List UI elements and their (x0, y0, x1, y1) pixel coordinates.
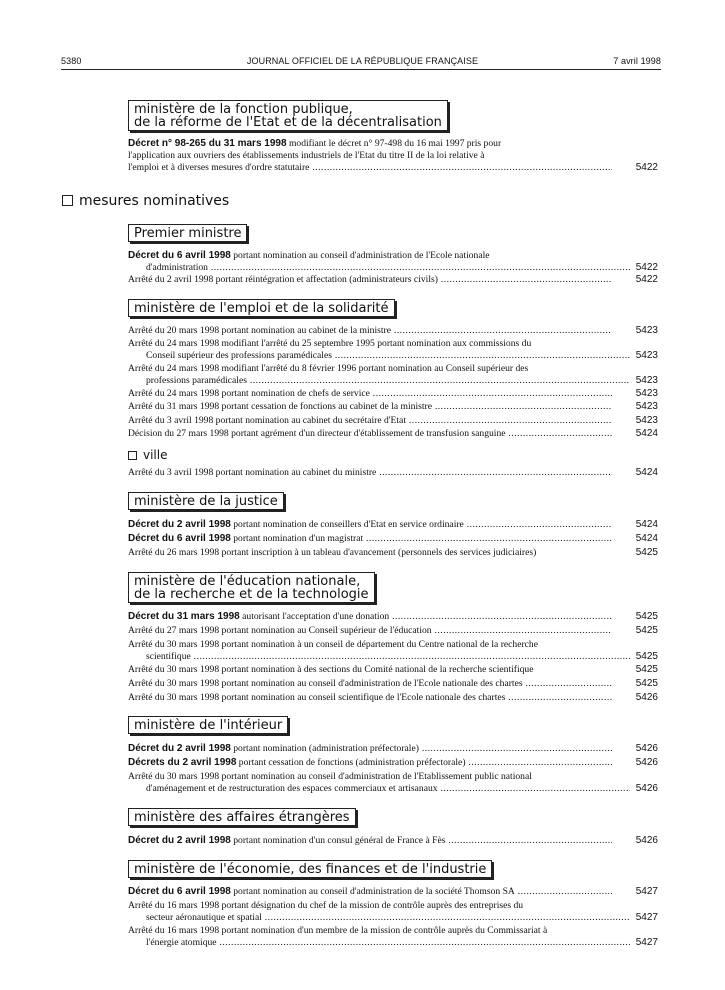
section-title-line: de la recherche et de la technologie (134, 587, 369, 602)
page-ref: 5423 (635, 375, 658, 386)
section-title-premier-ministre: Premier ministre (128, 224, 247, 242)
entry (128, 519, 658, 531)
entry-bold: Décret du 2 avril 1998 (128, 835, 231, 846)
page-ref: 5423 (635, 388, 658, 399)
section-title-affaires-etrangeres: ministère des affaires étrangères (128, 808, 356, 826)
page-ref: 5423 (635, 401, 658, 412)
entry (128, 692, 658, 704)
page-ref: 5427 (635, 912, 658, 923)
page-ref: 5425 (635, 625, 658, 636)
page-number: 5380 (61, 56, 82, 66)
entry-text: Arrêté du 31 mars 1998 portant cessation de fonctions au cabinet de la ministre ..... (128, 401, 612, 413)
entry (128, 388, 658, 400)
entry-text: portant nomination d'un consul général de France à Fès (230, 835, 446, 846)
page-ref: 5426 (635, 783, 658, 794)
entry-text: secteur aéronautique et spatial ..... (128, 912, 630, 924)
entry (128, 611, 658, 623)
entry (128, 274, 658, 286)
checkbox-square-icon (62, 195, 73, 206)
entry (128, 743, 658, 755)
section-title-education (128, 572, 375, 603)
page-ref: 5426 (635, 743, 658, 754)
entry (128, 639, 658, 663)
entry (128, 415, 658, 427)
page-ref: 5423 (635, 415, 658, 426)
section-title-line: ministère de l'éducation nationale, (134, 574, 361, 589)
page-ref: 5427 (635, 937, 658, 948)
entry-text: Arrêté du 20 mars 1998 portant nomination au cabinet de la ministre ..... (128, 325, 612, 337)
entry (128, 250, 658, 274)
entry-text: Décision du 27 mars 1998 portant agrément d'un directeur d'établissement de transfusion sanguine ..... (128, 428, 612, 440)
entry-bold: Décret du 6 avril 1998 (128, 886, 231, 897)
entry-text: portant nomination au conseil d'administration de la société Thomson SA (230, 886, 515, 897)
entry-text: scientifique ..... (128, 651, 630, 663)
section-title-justice: ministère de la justice (128, 492, 284, 510)
entry-text: l'emploi et à diverses mesures d'ordre statutaire ..... (128, 162, 612, 174)
entry-bold: Décret du 6 avril 1998 (128, 250, 231, 261)
entry (128, 664, 658, 676)
entry (128, 547, 658, 559)
page-ref: 5422 (635, 274, 658, 285)
entry (128, 757, 658, 769)
checkbox-square-icon (128, 451, 137, 460)
page-ref: 5424 (635, 533, 658, 544)
heading-label: ville (143, 448, 168, 462)
entry-text: Arrêté du 24 mars 1998 modifiant l'arrêté du 8 février 1996 portant nomination au Conseil supérieur des (128, 363, 529, 374)
entry-text: Arrêté du 24 mars 1998 portant nomination de chefs de service ..... (128, 388, 612, 400)
entry-text: d'administration ..... (128, 262, 630, 274)
page-ref: 5425 (635, 664, 658, 675)
ville-heading (128, 448, 168, 462)
entry-text: Arrêté du 16 mars 1998 portant nomination d'un membre de la mission de contrôle auprès du Commissariat à (128, 925, 548, 936)
journal-title: JOURNAL OFFICIEL DE LA RÉPUBLIQUE FRANÇAISE (246, 56, 479, 66)
page-ref: 5422 (635, 162, 658, 173)
page-ref: 5426 (635, 835, 658, 846)
entry (128, 428, 658, 440)
entry (128, 363, 658, 387)
page-ref: 5426 (635, 757, 658, 768)
entry-text: Arrêté du 30 mars 1998 portant nomination à un conseil de département du Centre national de la recherche (128, 639, 538, 650)
page-ref: 5426 (635, 692, 658, 703)
entry (128, 533, 658, 545)
entry (128, 401, 658, 413)
section-title-emploi: ministère de l'emploi et de la solidarité (128, 299, 395, 317)
header-rule (61, 69, 661, 70)
entry (128, 138, 658, 174)
page-ref: 5422 (635, 262, 658, 273)
entry-text: portant nomination (administration préfectorale) (230, 743, 419, 754)
entry-text: Arrêté du 27 mars 1998 portant nomination au Conseil supérieur de l'éducation ..... (128, 625, 612, 637)
entry-text: portant cessation de fonctions (administration préfectorale) (236, 757, 466, 768)
entry (128, 900, 658, 924)
section-title-line: ministère de la fonction publique, (134, 102, 353, 117)
entry-text: Arrêté du 30 mars 1998 portant nomination à des sections du Comité national de la recherche scientifique (128, 664, 534, 675)
entry (128, 835, 658, 847)
entry-text: l'énergie atomique ..... (128, 937, 630, 949)
entry (128, 325, 658, 337)
section-title-economie: ministère de l'économie, des finances et de l'industrie (128, 860, 492, 878)
page-ref: 5424 (635, 519, 658, 530)
page-ref: 5427 (635, 886, 658, 897)
entry (128, 771, 658, 795)
entry (128, 925, 658, 949)
page-ref: 5423 (635, 350, 658, 361)
entry-text: Arrêté du 30 mars 1998 portant nomination au conseil d'administration de l'Ecole nationale des chartes ..... (128, 678, 612, 690)
section-title-fonction-publique (128, 100, 448, 131)
page-ref: 5423 (635, 325, 658, 336)
entry-text: Arrêté du 26 mars 1998 portant inscription à un tableau d'avancement (personnels des services judiciaires) (128, 547, 537, 558)
entry-text: Conseil supérieur des professions paramédicales ..... (128, 350, 630, 362)
entry-text: portant nomination de conseillers d'Etat en service ordinaire (230, 519, 464, 530)
entry-bold: Décret du 31 mars 1998 (128, 611, 240, 622)
entry-bold: Décret du 6 avril 1998 (128, 533, 231, 544)
entry-text: modifiant le décret n° 97-498 du 16 mai 1997 pris pour (286, 138, 502, 149)
entry-bold: Décret du 2 avril 1998 (128, 519, 231, 530)
entry-text: Arrêté du 2 avril 1998 portant réintégration et affectation (administrateurs civils) ..... (128, 274, 612, 286)
page-ref: 5424 (635, 467, 658, 478)
entry (128, 886, 658, 898)
section-title-interieur: ministère de l'intérieur (128, 716, 288, 734)
entry-text: professions paramédicales ..... (128, 375, 630, 387)
entry-text: l'application aux ouvriers des établissements industriels de l'Etat du titre II de la loi relative à (128, 150, 485, 161)
entry-text: Arrêté du 30 mars 1998 portant nomination au conseil scientifique de l'Ecole nationale des chartes ..... (128, 692, 612, 704)
page-ref: 5425 (635, 547, 658, 558)
entry (128, 467, 658, 479)
entry-text: autorisant l'acceptation d'une donation (239, 611, 390, 622)
entry-text: portant nomination d'un magistrat (230, 533, 364, 544)
section-title-line: de la réforme de l'Etat et de la décentralisation (134, 115, 442, 130)
page-ref: 5424 (635, 428, 658, 439)
page-ref: 5425 (635, 611, 658, 622)
entry-text: Arrêté du 3 avril 1998 portant nomination au cabinet du secrétaire d'Etat ..... (128, 415, 612, 427)
heading-label: mesures nominatives (79, 193, 230, 209)
entry-text: d'aménagement et de restructuration des espaces commerciaux et artisanaux ..... (128, 783, 630, 795)
entry (128, 338, 658, 362)
entry-bold: Décret du 2 avril 1998 (128, 743, 231, 754)
entry-text: Arrêté du 30 mars 1998 portant nomination au conseil d'administration de l'Etablissement public national (128, 771, 532, 782)
entry (128, 678, 658, 690)
entry (128, 625, 658, 637)
entry-text: portant nomination au conseil d'administration de l'Ecole nationale (230, 250, 490, 261)
entry-bold: Décret n° 98-265 du 31 mars 1998 (128, 138, 287, 149)
entry-text: Arrêté du 3 avril 1998 portant nomination au cabinet du ministre ..... (128, 467, 612, 479)
mesures-nominatives-heading (62, 193, 229, 209)
page-ref: 5425 (635, 678, 658, 689)
page-ref: 5425 (635, 651, 658, 662)
issue-date: 7 avril 1998 (613, 56, 661, 66)
entry-text: Arrêté du 16 mars 1998 portant désignation du chef de la mission de contrôle auprès des entreprises du (128, 900, 524, 911)
entry-bold: Décrets du 2 avril 1998 (128, 757, 237, 768)
entry-text: Arrêté du 24 mars 1998 modifiant l'arrêté du 25 septembre 1995 portant nomination aux commissions du (128, 338, 532, 349)
